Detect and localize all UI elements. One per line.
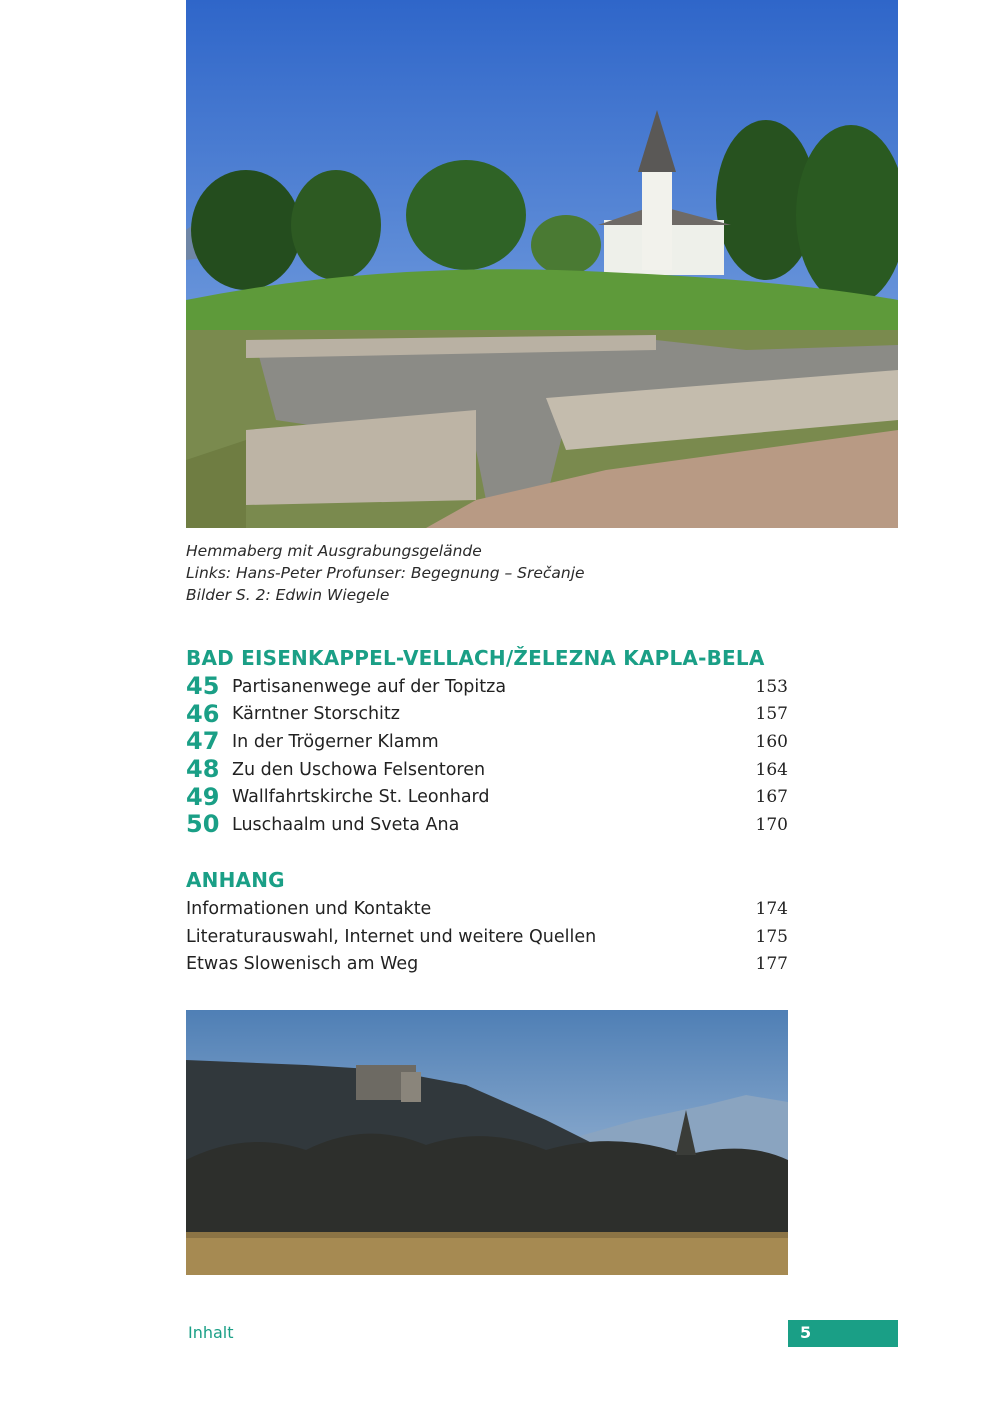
toc-entry[interactable]	[186, 701, 788, 729]
toc-entry-number: 49	[186, 782, 220, 811]
toc-entry[interactable]	[186, 728, 788, 756]
toc-entry-page: 160	[755, 731, 788, 752]
toc-entry[interactable]	[186, 783, 788, 811]
caption-line-3: Bilder S. 2: Edwin Wiegele	[186, 586, 390, 604]
toc-entry-number: 47	[186, 727, 220, 756]
toc-entry-title: Luschaalm und Sveta Ana	[232, 814, 460, 835]
toc-entry-page: 170	[755, 814, 788, 835]
toc-entry-title: Literaturauswahl, Internet und weitere Quellen	[186, 926, 597, 947]
section-heading-bad-eisenkappel: BAD EISENKAPPEL-VELLACH/ŽELEZNA KAPLA-BELA	[186, 646, 765, 670]
toc-entry-page: 164	[755, 759, 788, 780]
toc-entry-title: Informationen und Kontakte	[186, 898, 432, 919]
toc-entry[interactable]	[186, 951, 788, 979]
toc-entry[interactable]	[186, 923, 788, 951]
caption-line-2: Links: Hans-Peter Profunser: Begegnung – Srečanje	[186, 564, 585, 582]
toc-section-2	[186, 895, 788, 978]
toc-entry-page: 167	[755, 787, 788, 808]
toc-entry-page: 175	[755, 926, 788, 947]
toc-entry-page: 177	[755, 954, 788, 975]
toc-entry-title: In der Trögerner Klamm	[232, 731, 439, 752]
toc-entry-title: Wallfahrtskirche St. Leonhard	[232, 787, 490, 808]
page-number-box	[788, 1320, 898, 1347]
footer-section-label: Inhalt	[188, 1323, 234, 1342]
toc-entry-page: 157	[755, 704, 788, 725]
toc-entry[interactable]	[186, 895, 788, 923]
photo-caption	[186, 540, 786, 606]
toc-entry-title: Zu den Uschowa Felsentoren	[232, 759, 486, 780]
photo-hemmaberg	[186, 0, 898, 528]
toc-entry[interactable]	[186, 756, 788, 784]
photo-castle-landscape	[186, 1010, 788, 1275]
toc-entry-number: 45	[186, 672, 220, 701]
toc-entry-title: Etwas Slowenisch am Weg	[186, 954, 419, 975]
toc-entry[interactable]	[186, 673, 788, 701]
toc-entry-number: 48	[186, 755, 220, 784]
toc-entry-number: 50	[186, 810, 220, 839]
page-number: 5	[800, 1323, 812, 1342]
toc-entry-page: 174	[755, 898, 788, 919]
toc-entry[interactable]	[186, 811, 788, 839]
toc-entry-number: 46	[186, 699, 220, 728]
toc-section-1	[186, 673, 788, 839]
section-heading-anhang: ANHANG	[186, 868, 285, 892]
toc-entry-page: 153	[755, 676, 788, 697]
toc-entry-title: Partisanenwege auf der Topitza	[232, 676, 507, 697]
toc-entry-title: Kärntner Storschitz	[232, 704, 400, 725]
caption-line-1: Hemmaberg mit Ausgrabungsgelände	[186, 542, 482, 560]
